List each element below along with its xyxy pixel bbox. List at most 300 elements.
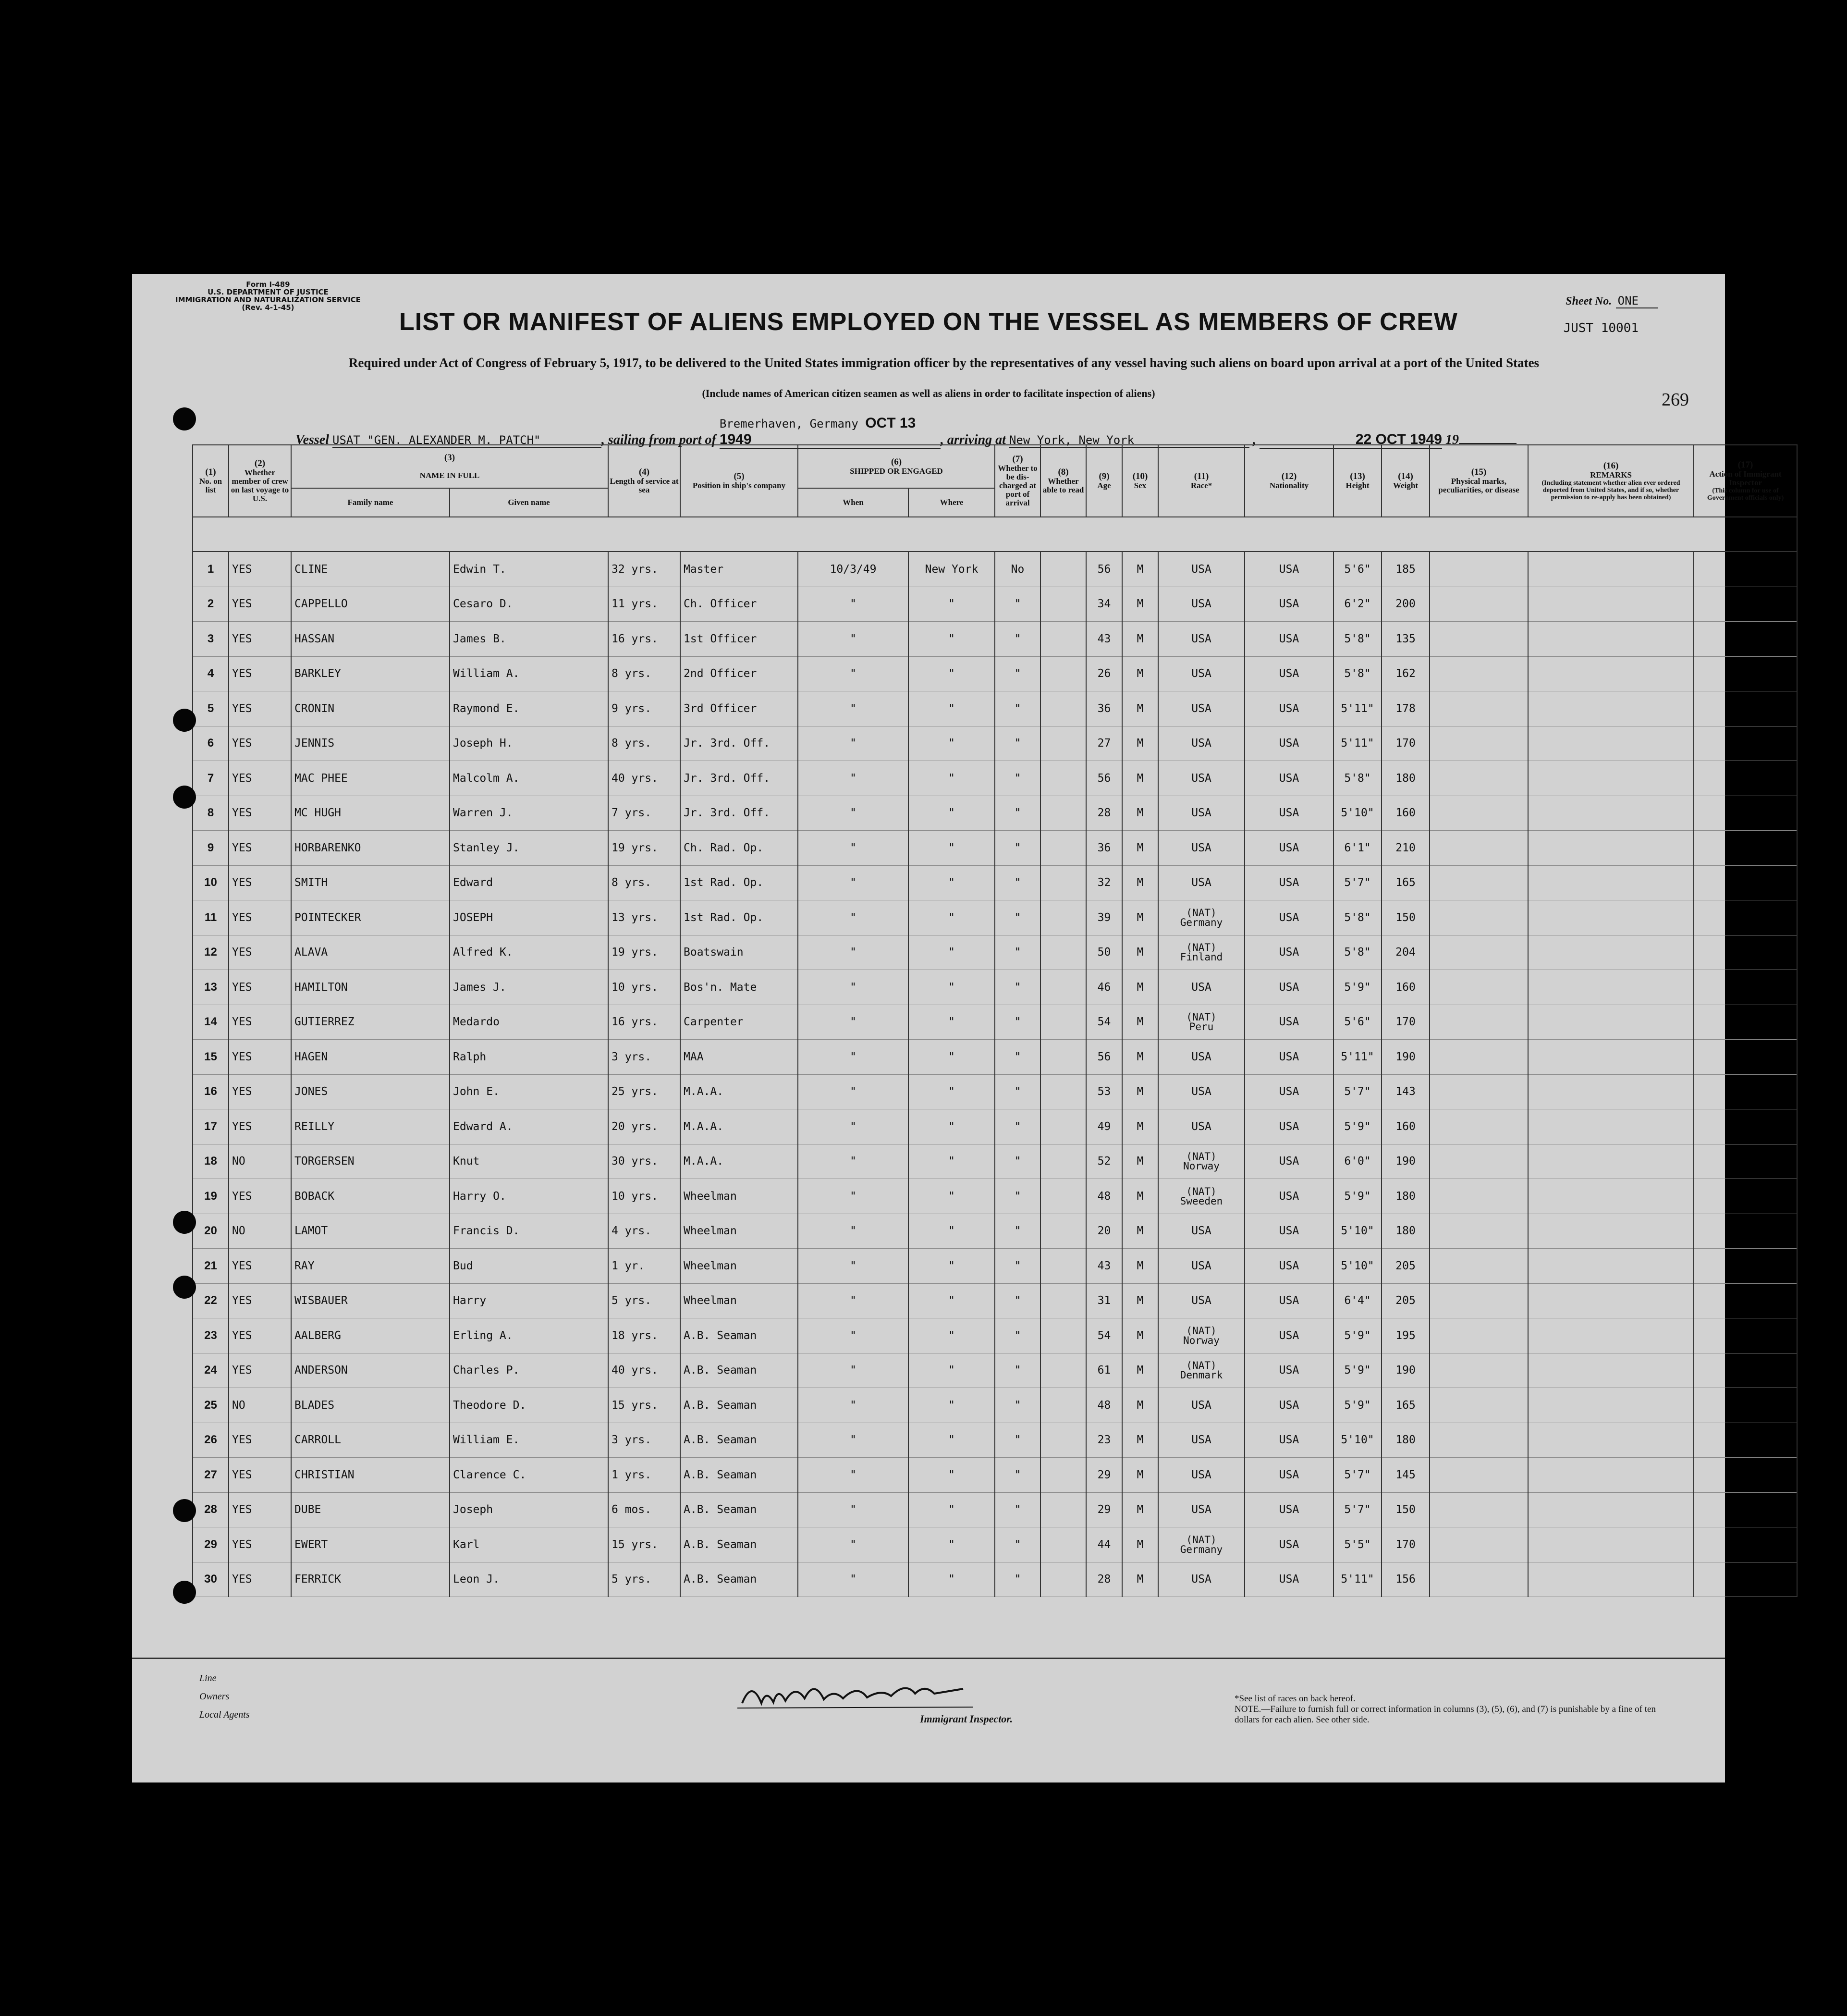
cell-position: A.B. Seaman: [680, 1492, 798, 1527]
cell-service: 5 yrs.: [608, 1562, 680, 1597]
cell-empty: [1528, 691, 1694, 726]
cell-empty: [1528, 1144, 1694, 1179]
cell-race: (NAT) Finland: [1158, 935, 1245, 970]
cell-nationality: USA: [1245, 1458, 1333, 1493]
cell-race: USA: [1158, 622, 1245, 657]
cell-prev: YES: [229, 935, 291, 970]
table-row: [193, 1214, 1797, 1249]
cell-prev: YES: [229, 761, 291, 796]
binder-hole: [173, 786, 196, 809]
cell-position: Wheelman: [680, 1249, 798, 1284]
cell-where: ": [908, 1074, 995, 1109]
cell-age: 34: [1086, 587, 1122, 622]
cell-service: 16 yrs.: [608, 1005, 680, 1040]
cell-when: ": [798, 1527, 908, 1562]
arrival-date: 22 OCT 1949: [1260, 431, 1442, 449]
cell-prev: YES: [229, 1179, 291, 1214]
cell-empty: [1694, 1527, 1797, 1562]
cell-service: 19 yrs.: [608, 831, 680, 866]
cell-prev: YES: [229, 1109, 291, 1144]
cell-race: (NAT) Norway: [1158, 1318, 1245, 1353]
cell-age: 43: [1086, 622, 1122, 657]
cell-family: WISBAUER: [291, 1283, 450, 1318]
cell-weight: 162: [1382, 656, 1430, 691]
cell-prev: YES: [229, 622, 291, 657]
cell-height: 5'9": [1333, 1318, 1382, 1353]
cell-sex: M: [1122, 1179, 1158, 1214]
cell-empty: [1528, 1492, 1694, 1527]
cell-given: Clarence C.: [450, 1458, 608, 1493]
cell-family: MC HUGH: [291, 796, 450, 831]
table-row: [193, 1492, 1797, 1527]
cell-race: USA: [1158, 656, 1245, 691]
cell-age: 56: [1086, 1040, 1122, 1075]
cell-sex: M: [1122, 1040, 1158, 1075]
cell-no: 16: [193, 1074, 229, 1109]
cell-empty: [1694, 1005, 1797, 1040]
col-where: Where: [908, 488, 995, 517]
cell-empty: [1694, 1388, 1797, 1423]
cell-where: ": [908, 1353, 995, 1388]
cell-height: 5'8": [1333, 622, 1382, 657]
cell-where: ": [908, 1179, 995, 1214]
footnote: *See list of races on back hereof. NOTE.—Failure to furnish full or correct information in columns (3), (5), (6), and (7) is punishable by a fine of ten dollars for each alien. See other side.: [1235, 1694, 1656, 1725]
cell-family: LAMOT: [291, 1214, 450, 1249]
cell-sex: M: [1122, 1249, 1158, 1284]
cell-empty: [1694, 1109, 1797, 1144]
cell-height: 5'7": [1333, 865, 1382, 900]
cell-where: ": [908, 900, 995, 935]
cell-prev: YES: [229, 970, 291, 1005]
cell-when: ": [798, 1492, 908, 1527]
form-id: Form I-489 U.S. DEPARTMENT OF JUSTICE IMMIGRATION AND NATURALIZATION SERVICE (Rev. 4-1-45): [175, 280, 361, 312]
cell-discharge: ": [995, 587, 1040, 622]
cell-discharge: ": [995, 1249, 1040, 1284]
cell-empty: [1430, 1214, 1528, 1249]
cell-empty: [1040, 726, 1086, 761]
cell-sex: M: [1122, 552, 1158, 587]
table-row: [193, 1423, 1797, 1458]
cell-when: ": [798, 1005, 908, 1040]
cell-sex: M: [1122, 1423, 1158, 1458]
cell-prev: YES: [229, 552, 291, 587]
cell-prev: NO: [229, 1144, 291, 1179]
cell-when: ": [798, 900, 908, 935]
cell-empty: [1694, 865, 1797, 900]
cell-height: 6'1": [1333, 831, 1382, 866]
cell-when: 10/3/49: [798, 552, 908, 587]
cell-empty: [1528, 1249, 1694, 1284]
cell-empty: [1694, 796, 1797, 831]
cell-discharge: ": [995, 1318, 1040, 1353]
cell-position: 1st Rad. Op.: [680, 865, 798, 900]
cell-empty: [1528, 1527, 1694, 1562]
cell-empty: [1528, 900, 1694, 935]
cell-empty: [1528, 1318, 1694, 1353]
cell-when: ": [798, 691, 908, 726]
cell-weight: 160: [1382, 970, 1430, 1005]
cell-empty: [1430, 1144, 1528, 1179]
col-nationality: (12) Nationality: [1245, 445, 1333, 517]
cell-family: HASSAN: [291, 622, 450, 657]
cell-where: ": [908, 1423, 995, 1458]
cell-prev: YES: [229, 796, 291, 831]
cell-weight: 205: [1382, 1249, 1430, 1284]
cell-empty: [1040, 1562, 1086, 1597]
cell-empty: [1430, 1318, 1528, 1353]
cell-weight: 145: [1382, 1458, 1430, 1493]
cell-family: GUTIERREZ: [291, 1005, 450, 1040]
cell-empty: [1040, 622, 1086, 657]
cell-sex: M: [1122, 900, 1158, 935]
cell-position: 1st Officer: [680, 622, 798, 657]
cell-service: 6 mos.: [608, 1492, 680, 1527]
cell-weight: 185: [1382, 552, 1430, 587]
cell-given: Erling A.: [450, 1318, 608, 1353]
cell-race: USA: [1158, 1109, 1245, 1144]
cell-family: CHRISTIAN: [291, 1458, 450, 1493]
table-row: [193, 935, 1797, 970]
inspector-label: Immigrant Inspector.: [920, 1713, 1013, 1725]
cell-race: USA: [1158, 1040, 1245, 1075]
cell-when: ": [798, 1040, 908, 1075]
cell-prev: YES: [229, 1040, 291, 1075]
cell-where: ": [908, 1040, 995, 1075]
cell-position: Carpenter: [680, 1005, 798, 1040]
cell-empty: [1694, 900, 1797, 935]
cell-family: JONES: [291, 1074, 450, 1109]
cell-family: AALBERG: [291, 1318, 450, 1353]
cell-discharge: ": [995, 1109, 1040, 1144]
cell-discharge: ": [995, 935, 1040, 970]
cell-empty: [1694, 831, 1797, 866]
cell-prev: YES: [229, 1249, 291, 1284]
cell-sex: M: [1122, 726, 1158, 761]
cell-when: ": [798, 1458, 908, 1493]
cell-where: ": [908, 1318, 995, 1353]
cell-given: Warren J.: [450, 796, 608, 831]
cell-age: 23: [1086, 1423, 1122, 1458]
cell-given: James J.: [450, 970, 608, 1005]
cell-position: Bos'n. Mate: [680, 970, 798, 1005]
cell-height: 5'8": [1333, 656, 1382, 691]
cell-service: 4 yrs.: [608, 1214, 680, 1249]
cell-service: 40 yrs.: [608, 761, 680, 796]
cell-given: Ralph: [450, 1040, 608, 1075]
table-row: [193, 622, 1797, 657]
cell-position: Ch. Officer: [680, 587, 798, 622]
cell-given: Joseph: [450, 1492, 608, 1527]
cell-empty: [1694, 1458, 1797, 1493]
cell-discharge: ": [995, 656, 1040, 691]
cell-empty: [1040, 1074, 1086, 1109]
cell-height: 5'10": [1333, 796, 1382, 831]
cell-empty: [1528, 1388, 1694, 1423]
cell-family: MAC PHEE: [291, 761, 450, 796]
cell-sex: M: [1122, 831, 1158, 866]
table-row: [193, 1283, 1797, 1318]
cell-position: Master: [680, 552, 798, 587]
cell-age: 56: [1086, 552, 1122, 587]
table-row: [193, 1318, 1797, 1353]
cell-sex: M: [1122, 1144, 1158, 1179]
table-row: [193, 1109, 1797, 1144]
cell-discharge: ": [995, 1388, 1040, 1423]
cell-where: ": [908, 1562, 995, 1597]
cell-service: 8 yrs.: [608, 656, 680, 691]
col-prev-voyage: (2) Whether member of crew on last voyage to U.S.: [229, 445, 291, 517]
cell-weight: 180: [1382, 1214, 1430, 1249]
cell-empty: [1430, 970, 1528, 1005]
cell-service: 19 yrs.: [608, 935, 680, 970]
cell-family: DUBE: [291, 1492, 450, 1527]
cell-no: 4: [193, 656, 229, 691]
cell-prev: YES: [229, 831, 291, 866]
col-age: (9) Age: [1086, 445, 1122, 517]
cell-nationality: USA: [1245, 1249, 1333, 1284]
cell-when: ": [798, 1144, 908, 1179]
cell-empty: [1694, 1318, 1797, 1353]
cell-nationality: USA: [1245, 1040, 1333, 1075]
cell-empty: [1430, 796, 1528, 831]
cell-no: 19: [193, 1179, 229, 1214]
cell-empty: [1694, 587, 1797, 622]
cell-age: 50: [1086, 935, 1122, 970]
cell-age: 32: [1086, 865, 1122, 900]
cell-empty: [1040, 1492, 1086, 1527]
cell-age: 48: [1086, 1388, 1122, 1423]
cell-where: ": [908, 1005, 995, 1040]
cell-position: 3rd Officer: [680, 691, 798, 726]
cell-empty: [1040, 656, 1086, 691]
cell-empty: [1528, 622, 1694, 657]
cell-family: REILLY: [291, 1109, 450, 1144]
cell-sex: M: [1122, 796, 1158, 831]
cell-weight: 160: [1382, 1109, 1430, 1144]
cell-given: James B.: [450, 622, 608, 657]
col-sex: (10) Sex: [1122, 445, 1158, 517]
cell-empty: [1430, 900, 1528, 935]
cell-prev: YES: [229, 1492, 291, 1527]
cell-family: CLINE: [291, 552, 450, 587]
cell-discharge: ": [995, 1074, 1040, 1109]
cell-nationality: USA: [1245, 1214, 1333, 1249]
cell-family: ANDERSON: [291, 1353, 450, 1388]
cell-where: ": [908, 622, 995, 657]
cell-when: ": [798, 1179, 908, 1214]
cell-empty: [1528, 552, 1694, 587]
cell-empty: [1694, 1562, 1797, 1597]
cell-empty: [1040, 587, 1086, 622]
table-row: [193, 1458, 1797, 1493]
cell-weight: 160: [1382, 796, 1430, 831]
cell-empty: [1528, 1005, 1694, 1040]
cell-prev: NO: [229, 1214, 291, 1249]
cell-no: 27: [193, 1458, 229, 1493]
vessel-line: Vessel USAT "GEN. ALEXANDER M. PATCH" , sailing from port of Bremerhaven, Germany OCT 13 1949 , arriving at New York, New York , 22 OCT 1949 19: [295, 415, 1592, 434]
cell-empty: [1430, 1005, 1528, 1040]
cell-given: William A.: [450, 656, 608, 691]
cell-race: USA: [1158, 552, 1245, 587]
binder-hole: [173, 709, 196, 732]
cell-position: Boatswain: [680, 935, 798, 970]
cell-weight: 195: [1382, 1318, 1430, 1353]
cell-weight: 150: [1382, 900, 1430, 935]
cell-no: 12: [193, 935, 229, 970]
cell-nationality: USA: [1245, 726, 1333, 761]
col-height: (13) Height: [1333, 445, 1382, 517]
cell-when: ": [798, 1214, 908, 1249]
cell-where: ": [908, 935, 995, 970]
table-row: [193, 552, 1797, 587]
cell-height: 5'11": [1333, 726, 1382, 761]
cell-when: ": [798, 1388, 908, 1423]
cell-nationality: USA: [1245, 691, 1333, 726]
cell-where: ": [908, 726, 995, 761]
cell-no: 3: [193, 622, 229, 657]
cell-race: USA: [1158, 726, 1245, 761]
binder-hole: [173, 1581, 196, 1604]
cell-position: Wheelman: [680, 1283, 798, 1318]
cell-no: 14: [193, 1005, 229, 1040]
cell-family: JENNIS: [291, 726, 450, 761]
cell-empty: [1528, 1074, 1694, 1109]
cell-height: 5'11": [1333, 691, 1382, 726]
cell-sex: M: [1122, 761, 1158, 796]
cell-no: 1: [193, 552, 229, 587]
cell-where: ": [908, 865, 995, 900]
crew-table: [192, 444, 1798, 1597]
vessel-name: USAT "GEN. ALEXANDER M. PATCH": [332, 433, 601, 448]
cell-empty: [1430, 1562, 1528, 1597]
cell-empty: [1040, 865, 1086, 900]
cell-empty: [1430, 831, 1528, 866]
cell-position: Jr. 3rd. Off.: [680, 761, 798, 796]
cell-height: 5'6": [1333, 552, 1382, 587]
cell-age: 36: [1086, 831, 1122, 866]
cell-age: 56: [1086, 761, 1122, 796]
cell-position: M.A.A.: [680, 1074, 798, 1109]
cell-service: 7 yrs.: [608, 796, 680, 831]
cell-weight: 210: [1382, 831, 1430, 866]
cell-race: (NAT) Peru: [1158, 1005, 1245, 1040]
cell-sex: M: [1122, 656, 1158, 691]
cell-weight: 190: [1382, 1353, 1430, 1388]
col-discharged: (7) Whether to be dis-charged at port of arrival: [995, 445, 1040, 517]
cell-empty: [1694, 656, 1797, 691]
cell-given: Bud: [450, 1249, 608, 1284]
cell-position: A.B. Seaman: [680, 1318, 798, 1353]
cell-empty: [1528, 1562, 1694, 1597]
cell-discharge: ": [995, 691, 1040, 726]
cell-empty: [1430, 691, 1528, 726]
cell-no: 15: [193, 1040, 229, 1075]
cell-discharge: ": [995, 1144, 1040, 1179]
cell-empty: [1528, 1214, 1694, 1249]
cell-empty: [1528, 831, 1694, 866]
cell-nationality: USA: [1245, 1144, 1333, 1179]
cell-age: 28: [1086, 1562, 1122, 1597]
cell-empty: [1430, 726, 1528, 761]
cell-no: 29: [193, 1527, 229, 1562]
cell-race: USA: [1158, 1074, 1245, 1109]
cell-where: ": [908, 796, 995, 831]
cell-discharge: ": [995, 1423, 1040, 1458]
cell-height: 5'8": [1333, 935, 1382, 970]
cell-age: 44: [1086, 1527, 1122, 1562]
cell-no: 10: [193, 865, 229, 900]
cell-position: 1st Rad. Op.: [680, 900, 798, 935]
cell-sex: M: [1122, 1074, 1158, 1109]
cell-when: ": [798, 1318, 908, 1353]
cell-empty: [1694, 1144, 1797, 1179]
cell-empty: [1040, 796, 1086, 831]
cell-race: (NAT) Norway: [1158, 1144, 1245, 1179]
cell-no: 26: [193, 1423, 229, 1458]
cell-empty: [1694, 970, 1797, 1005]
cell-where: ": [908, 1214, 995, 1249]
cell-height: 5'9": [1333, 1388, 1382, 1423]
cell-empty: [1430, 1109, 1528, 1144]
cell-where: ": [908, 1109, 995, 1144]
cell-weight: 180: [1382, 761, 1430, 796]
cell-service: 40 yrs.: [608, 1353, 680, 1388]
col-given-name: Given name: [450, 488, 608, 517]
cell-empty: [1430, 1458, 1528, 1493]
cell-service: 10 yrs.: [608, 970, 680, 1005]
cell-family: FERRICK: [291, 1562, 450, 1597]
cell-empty: [1040, 1144, 1086, 1179]
cell-sex: M: [1122, 935, 1158, 970]
table-row: [193, 1388, 1797, 1423]
cell-weight: 170: [1382, 1005, 1430, 1040]
cell-given: Charles P.: [450, 1353, 608, 1388]
cell-race: USA: [1158, 1214, 1245, 1249]
cell-race: USA: [1158, 1492, 1245, 1527]
cell-discharge: ": [995, 726, 1040, 761]
cell-where: ": [908, 1458, 995, 1493]
cell-age: 36: [1086, 691, 1122, 726]
cell-prev: YES: [229, 691, 291, 726]
table-row: [193, 1562, 1797, 1597]
cell-empty: [1040, 1109, 1086, 1144]
cell-when: ": [798, 831, 908, 866]
cell-weight: 170: [1382, 726, 1430, 761]
cell-race: USA: [1158, 1562, 1245, 1597]
cell-family: CARROLL: [291, 1423, 450, 1458]
cell-empty: [1694, 1283, 1797, 1318]
cell-no: 11: [193, 900, 229, 935]
cell-sex: M: [1122, 691, 1158, 726]
cell-height: 6'4": [1333, 1283, 1382, 1318]
cell-given: Malcolm A.: [450, 761, 608, 796]
table-row: [193, 900, 1797, 935]
cell-sex: M: [1122, 1283, 1158, 1318]
cell-sex: M: [1122, 1353, 1158, 1388]
cell-empty: [1694, 552, 1797, 587]
cell-family: RAY: [291, 1249, 450, 1284]
cell-no: 9: [193, 831, 229, 866]
cell-position: Wheelman: [680, 1214, 798, 1249]
cell-service: 20 yrs.: [608, 1109, 680, 1144]
cell-height: 5'9": [1333, 1353, 1382, 1388]
cell-service: 15 yrs.: [608, 1388, 680, 1423]
cell-when: ": [798, 1283, 908, 1318]
cell-nationality: USA: [1245, 1318, 1333, 1353]
cell-sex: M: [1122, 1492, 1158, 1527]
cell-family: EWERT: [291, 1527, 450, 1562]
cell-empty: [1430, 1179, 1528, 1214]
